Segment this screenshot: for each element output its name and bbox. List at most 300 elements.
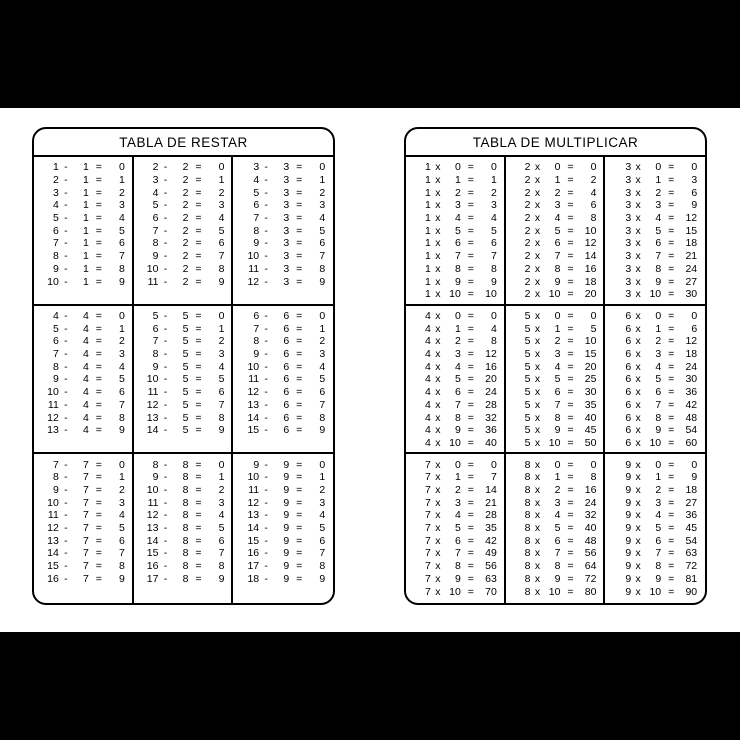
operator: x: [635, 496, 641, 509]
multiplication-equation-row: [605, 386, 705, 399]
operator: x: [635, 310, 641, 322]
multiplication-equation-row: [506, 534, 604, 547]
operand-a: 9: [625, 509, 632, 522]
operand-b: 2: [182, 237, 189, 250]
operand-b: 2: [655, 186, 662, 199]
multiplication-equation-row: [506, 224, 604, 237]
equals-sign: =: [668, 262, 675, 275]
operator: -: [264, 335, 268, 348]
result: 2: [319, 484, 326, 497]
subtraction-block: [233, 454, 333, 603]
result: 70: [485, 585, 497, 598]
operand-b: 6: [283, 373, 290, 386]
result: 2: [118, 186, 125, 199]
result: 2: [218, 186, 225, 199]
operand-a: 4: [253, 174, 260, 187]
operand-a: 7: [424, 547, 431, 560]
equals-sign: =: [567, 250, 574, 263]
result: 8: [118, 560, 125, 573]
operand-a: 7: [52, 348, 59, 361]
operand-b: 0: [454, 310, 461, 322]
equals-sign: =: [567, 262, 574, 275]
operator: -: [163, 212, 168, 225]
multiplication-equation-row: [406, 522, 504, 535]
result: 81: [685, 572, 698, 585]
operand-b: 2: [182, 212, 189, 225]
operand-a: 6: [625, 436, 632, 449]
operand-a: 2: [524, 161, 531, 174]
multiplication-equation-row: [605, 212, 705, 225]
operand-a: 13: [146, 411, 159, 424]
result: 20: [485, 373, 497, 386]
result: 0: [590, 161, 597, 174]
operand-a: 9: [625, 522, 632, 535]
equals-sign: =: [668, 585, 675, 598]
subtraction-equation-row: [34, 458, 132, 471]
operand-b: 1: [655, 471, 662, 484]
operand-b: 5: [182, 348, 189, 361]
equals-sign: =: [95, 237, 102, 250]
operand-a: 8: [524, 496, 531, 509]
operand-b: 2: [182, 250, 189, 263]
operand-a: 6: [152, 212, 159, 225]
result: 9: [319, 424, 326, 437]
result: 5: [118, 373, 125, 386]
operand-b: 7: [454, 547, 461, 560]
operator: x: [635, 262, 641, 275]
operand-a: 4: [424, 348, 431, 361]
equals-sign: =: [296, 275, 303, 288]
equals-sign: =: [467, 360, 474, 373]
equals-sign: =: [668, 436, 675, 449]
operand-b: 5: [554, 522, 561, 535]
operand-b: 9: [655, 275, 662, 288]
operand-a: 8: [524, 522, 531, 535]
operator: x: [534, 424, 541, 437]
result: 5: [319, 522, 326, 535]
result: 4: [118, 509, 125, 522]
equals-sign: =: [195, 348, 202, 361]
multiplication-equation-row: [506, 509, 604, 522]
equals-sign: =: [668, 275, 675, 288]
result: 2: [218, 484, 225, 497]
subtraction-equation-row: [134, 348, 232, 361]
subtraction-equation-row: [34, 161, 132, 174]
operand-a: 8: [152, 348, 159, 361]
multiplication-block: [506, 157, 606, 306]
equals-sign: =: [296, 424, 303, 437]
operand-b: 0: [554, 310, 561, 322]
operand-a: 5: [524, 436, 531, 449]
operand-b: 8: [182, 547, 189, 560]
result: 4: [319, 360, 326, 373]
multiplication-equation-row: [506, 585, 604, 598]
operand-b: 2: [182, 224, 189, 237]
equals-sign: =: [95, 224, 102, 237]
multiplication-block: [406, 306, 506, 455]
operator: -: [163, 186, 168, 199]
operator: -: [163, 424, 168, 437]
equals-sign: =: [668, 199, 675, 212]
multiplication-block: [506, 454, 606, 603]
operand-b: 4: [82, 335, 89, 348]
operand-a: 1: [424, 288, 431, 301]
operator: x: [435, 212, 441, 225]
equals-sign: =: [296, 373, 303, 386]
equals-sign: =: [467, 436, 474, 449]
subtraction-equation-row: [34, 509, 132, 522]
equals-sign: =: [195, 424, 202, 437]
operand-b: 1: [82, 275, 89, 288]
operand-b: 3: [283, 237, 290, 250]
equals-sign: =: [195, 322, 202, 335]
result: 35: [485, 522, 497, 535]
equals-sign: =: [95, 373, 102, 386]
result: 9: [691, 471, 698, 484]
operand-a: 15: [247, 424, 260, 437]
equals-sign: =: [296, 360, 303, 373]
operand-a: 11: [147, 386, 159, 399]
operand-a: 6: [625, 424, 632, 437]
operand-b: 1: [454, 174, 461, 187]
operand-a: 8: [152, 237, 159, 250]
multiplication-table-title: TABLA DE MULTIPLICAR: [406, 129, 705, 157]
result: 4: [218, 212, 225, 225]
equals-sign: =: [668, 237, 675, 250]
operand-a: 4: [424, 436, 431, 449]
equals-sign: =: [195, 174, 202, 187]
result: 8: [118, 262, 125, 275]
subtraction-equation-row: [34, 496, 132, 509]
operand-b: 9: [283, 484, 290, 497]
equals-sign: =: [567, 360, 574, 373]
multiplication-equation-row: [406, 534, 504, 547]
equals-sign: =: [567, 373, 574, 386]
operand-a: 9: [52, 262, 59, 275]
result: 6: [118, 237, 125, 250]
result: 6: [319, 386, 326, 399]
equals-sign: =: [467, 547, 474, 560]
operand-a: 4: [424, 386, 431, 399]
operand-b: 0: [454, 161, 461, 174]
equals-sign: =: [668, 373, 675, 386]
equals-sign: =: [467, 288, 474, 301]
operand-b: 2: [182, 161, 189, 174]
multiplication-equation-row: [605, 547, 705, 560]
multiplication-equation-row: [406, 509, 504, 522]
equals-sign: =: [668, 250, 675, 263]
operand-a: 7: [253, 212, 260, 225]
equals-sign: =: [567, 212, 574, 225]
subtraction-equation-row: [233, 471, 333, 484]
operand-a: 1: [424, 275, 431, 288]
result: 2: [118, 484, 125, 497]
operand-a: 6: [253, 199, 260, 212]
result: 80: [584, 585, 597, 598]
operator: x: [534, 547, 541, 560]
result: 28: [485, 398, 497, 411]
subtraction-equation-row: [233, 224, 333, 237]
multiplication-equation-row: [406, 360, 504, 373]
operand-a: 14: [146, 534, 159, 547]
operand-a: 16: [47, 572, 59, 585]
equals-sign: =: [668, 386, 675, 399]
result: 0: [490, 458, 497, 471]
operand-a: 14: [247, 522, 260, 535]
multiplication-equation-row: [406, 250, 504, 263]
subtraction-equation-row: [134, 212, 232, 225]
operator: -: [64, 186, 68, 199]
operand-a: 9: [152, 360, 159, 373]
equals-sign: =: [467, 322, 474, 335]
operand-a: 17: [146, 572, 159, 585]
result: 32: [584, 509, 597, 522]
operator: -: [64, 348, 68, 361]
operator: -: [264, 161, 268, 174]
operator: x: [635, 411, 641, 424]
operand-a: 5: [152, 199, 159, 212]
equals-sign: =: [567, 310, 574, 322]
multiplication-equation-row: [406, 186, 504, 199]
result: 0: [590, 310, 597, 322]
operator: -: [264, 496, 268, 509]
operand-a: 8: [524, 509, 531, 522]
result: 64: [584, 560, 597, 573]
operator: x: [635, 322, 641, 335]
operator: x: [635, 386, 641, 399]
operand-a: 1: [424, 262, 431, 275]
equals-sign: =: [95, 360, 102, 373]
equals-sign: =: [296, 237, 303, 250]
subtraction-table-title: TABLA DE RESTAR: [34, 129, 333, 157]
equals-sign: =: [467, 572, 474, 585]
operator: -: [64, 310, 68, 322]
multiplication-equation-row: [506, 547, 604, 560]
operand-b: 3: [283, 262, 290, 275]
operator: -: [64, 547, 68, 560]
subtraction-equation-row: [233, 212, 333, 225]
equals-sign: =: [195, 262, 202, 275]
equals-sign: =: [567, 424, 574, 437]
operand-b: 5: [655, 522, 662, 535]
equals-sign: =: [95, 348, 102, 361]
operator: -: [264, 322, 268, 335]
operand-a: 6: [625, 322, 632, 335]
operator: x: [635, 212, 641, 225]
equals-sign: =: [95, 186, 102, 199]
operator: -: [264, 224, 268, 237]
result: 8: [490, 335, 497, 348]
operand-a: 6: [625, 335, 632, 348]
multiplication-equation-row: [506, 322, 604, 335]
operand-b: 8: [454, 262, 461, 275]
operand-b: 8: [655, 560, 662, 573]
subtraction-equation-row: [34, 398, 132, 411]
subtraction-equation-row: [34, 250, 132, 263]
result: 8: [319, 262, 326, 275]
equals-sign: =: [567, 275, 574, 288]
operand-b: 4: [82, 322, 89, 335]
equals-sign: =: [467, 199, 474, 212]
operand-b: 2: [182, 275, 189, 288]
multiplication-equation-row: [605, 411, 705, 424]
operand-a: 9: [625, 585, 632, 598]
equals-sign: =: [567, 522, 574, 535]
equals-sign: =: [195, 534, 202, 547]
result: 4: [118, 212, 125, 225]
equals-sign: =: [195, 496, 202, 509]
operand-a: 12: [247, 386, 260, 399]
operator: x: [635, 560, 641, 573]
equals-sign: =: [195, 224, 202, 237]
operator: x: [435, 360, 441, 373]
operand-b: 7: [82, 572, 89, 585]
operand-a: 2: [524, 288, 531, 301]
multiplication-equation-row: [406, 398, 504, 411]
operand-a: 10: [47, 496, 59, 509]
operand-b: 8: [182, 522, 189, 535]
multiplication-equation-row: [605, 335, 705, 348]
equals-sign: =: [467, 411, 474, 424]
equals-sign: =: [467, 458, 474, 471]
operand-b: 7: [82, 560, 89, 573]
operand-a: 13: [247, 398, 260, 411]
equals-sign: =: [567, 585, 574, 598]
equals-sign: =: [296, 174, 303, 187]
result: 6: [590, 199, 597, 212]
subtraction-equation-row: [34, 560, 132, 573]
equals-sign: =: [467, 310, 474, 322]
operator: x: [435, 458, 441, 471]
subtraction-table-grid: [34, 157, 333, 603]
subtraction-equation-row: [233, 310, 333, 323]
operand-b: 9: [283, 458, 290, 471]
result: 56: [584, 547, 597, 560]
operator: x: [534, 275, 541, 288]
operand-b: 7: [554, 398, 561, 411]
equals-sign: =: [296, 212, 303, 225]
equals-sign: =: [95, 411, 102, 424]
result: 9: [118, 572, 125, 585]
equals-sign: =: [195, 237, 202, 250]
equals-sign: =: [296, 496, 303, 509]
equals-sign: =: [95, 547, 102, 560]
subtraction-equation-row: [134, 547, 232, 560]
operand-a: 7: [52, 458, 59, 471]
operator: x: [635, 288, 641, 301]
result: 0: [490, 310, 497, 322]
operand-a: 3: [625, 262, 632, 275]
operand-b: 4: [454, 509, 461, 522]
operator: -: [264, 275, 268, 288]
operand-a: 15: [47, 560, 59, 573]
operand-b: 1: [655, 322, 662, 335]
result: 7: [490, 250, 497, 263]
equals-sign: =: [195, 560, 202, 573]
operator: -: [64, 237, 68, 250]
multiplication-equation-row: [406, 458, 504, 471]
operator: x: [635, 237, 641, 250]
operand-b: 9: [283, 522, 290, 535]
result: 9: [118, 424, 125, 437]
operand-b: 7: [454, 398, 461, 411]
equals-sign: =: [567, 224, 574, 237]
multiplication-block: [506, 306, 606, 455]
operand-a: 1: [424, 161, 431, 174]
result: 9: [691, 199, 698, 212]
operand-b: 8: [454, 411, 461, 424]
operator: -: [64, 386, 68, 399]
multiplication-block: [605, 454, 705, 603]
operator: -: [163, 174, 168, 187]
result: 6: [319, 237, 326, 250]
result: 15: [685, 224, 698, 237]
result: 0: [218, 310, 225, 322]
operator: x: [635, 348, 641, 361]
result: 3: [218, 199, 225, 212]
operator: x: [534, 522, 541, 535]
operand-b: 8: [655, 262, 662, 275]
operator: x: [534, 348, 541, 361]
operator: x: [635, 509, 641, 522]
operand-a: 8: [152, 458, 159, 471]
equals-sign: =: [296, 161, 303, 174]
result: 2: [118, 335, 125, 348]
operand-a: 6: [152, 322, 159, 335]
operand-b: 1: [82, 161, 89, 174]
equals-sign: =: [195, 310, 202, 322]
operator: -: [64, 398, 68, 411]
equals-sign: =: [567, 386, 574, 399]
operand-b: 6: [283, 360, 290, 373]
subtraction-equation-row: [134, 534, 232, 547]
result: 1: [319, 174, 326, 187]
operator: -: [64, 250, 68, 263]
equals-sign: =: [95, 199, 102, 212]
operand-b: 8: [182, 496, 189, 509]
operator: x: [635, 373, 641, 386]
operand-a: 1: [424, 237, 431, 250]
operand-a: 4: [52, 310, 59, 322]
operand-a: 6: [625, 310, 632, 322]
operand-b: 4: [82, 360, 89, 373]
result: 36: [685, 509, 698, 522]
operator: -: [264, 186, 268, 199]
operand-a: 9: [625, 534, 632, 547]
result: 14: [485, 484, 497, 497]
operand-a: 15: [247, 534, 260, 547]
operator: x: [534, 174, 541, 187]
result: 24: [685, 262, 698, 275]
equals-sign: =: [668, 572, 675, 585]
operand-a: 14: [47, 547, 59, 560]
subtraction-equation-row: [233, 522, 333, 535]
operator: x: [635, 534, 641, 547]
operand-a: 2: [524, 262, 531, 275]
operand-a: 13: [47, 424, 59, 437]
multiplication-block: [605, 306, 705, 455]
equals-sign: =: [668, 224, 675, 237]
result: 27: [685, 275, 698, 288]
multiplication-equation-row: [406, 386, 504, 399]
operator: -: [64, 199, 68, 212]
operand-b: 4: [655, 212, 662, 225]
operator: x: [635, 572, 641, 585]
operator: x: [635, 436, 641, 449]
multiplication-equation-row: [406, 585, 504, 598]
multiplication-equation-row: [506, 496, 604, 509]
multiplication-equation-row: [605, 322, 705, 335]
